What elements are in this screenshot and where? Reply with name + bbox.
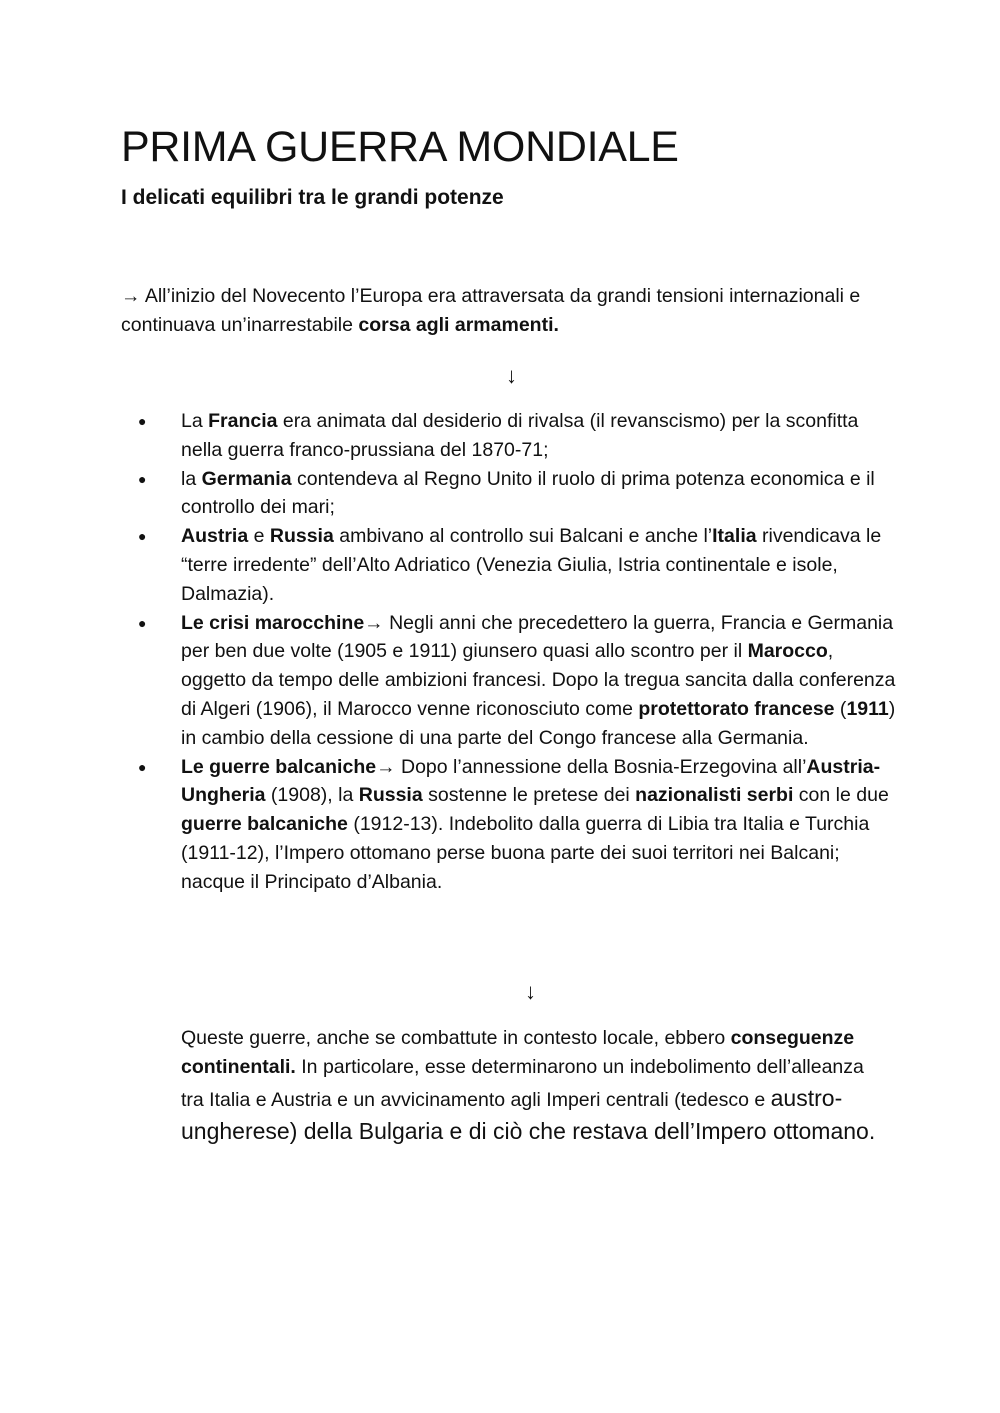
list-item-text: , oggetto da tempo delle ambizioni francesi. Dopo la tregua sancita dalla conferenza di Algeri (1906), il Marocco venne riconosciuto come (181, 640, 896, 720)
list-item-text: la (181, 467, 202, 490)
page-subtitle: I delicati equilibri tra le grandi potenze (121, 186, 504, 209)
list-item-bold: Austria (181, 525, 249, 548)
conclusion-paragraph (181, 1024, 881, 1148)
list-item-bold: guerre balcaniche (181, 813, 348, 836)
list-item-bold: Francia (208, 410, 278, 432)
list-item-bold: protettorato francese (638, 697, 835, 720)
intro-bold: corsa agli armamenti. (358, 314, 559, 336)
list-item-text: e (248, 525, 270, 548)
list-item-bold: Russia (269, 525, 334, 548)
list-item-text: contendeva al Regno Unito il ruolo di prima potenza economica e il controllo dei mari; (181, 467, 875, 519)
list-item-guerre-balcaniche (138, 753, 901, 897)
conclusion-text-large: austro-ungherese) della Bulgaria e di ciò che restava dell’Impero ottomano. (181, 1085, 876, 1144)
bullet-list (138, 407, 901, 897)
list-item-crisi-marocchine (138, 609, 901, 753)
list-item-bold: Germania (201, 467, 292, 490)
bullet-dot-icon: ● (138, 758, 147, 775)
conclusion-bold: conseguenze continentali. (181, 1027, 855, 1078)
down-arrow-icon: ↓ (525, 979, 536, 1004)
list-item-text: ) in cambio della cessione di una parte del Congo francese alla Germania. (181, 697, 896, 749)
down-arrow-icon: ↓ (506, 363, 517, 388)
list-item-bold: Le guerre balcaniche (181, 755, 377, 778)
conclusion-text: Queste guerre, anche se combattute in contesto locale, ebbero (181, 1027, 731, 1049)
list-item-text: → Dopo l’annessione della Bosnia-Erzegovina all’ (376, 755, 807, 778)
list-item-text: La (181, 410, 209, 432)
list-item-text: ambivano al controllo sui Balcani e anche l’ (333, 525, 713, 548)
list-item-bold: Russia (358, 784, 423, 807)
list-item-text: (1908), la (265, 784, 359, 807)
list-item-text: rivendicava le “terre irredente” dell’Alto Adriatico (Venezia Giulia, Istria continentale e isole, Dalmazia). (181, 525, 882, 605)
list-item-bold: nazionalisti serbi (635, 784, 794, 807)
list-item-bold: Austria-Ungheria (181, 755, 881, 807)
list-item-text: era animata dal desiderio di rivalsa (il revanscismo) per la sconfitta nella guerra franco-prussiana del 1870-71; (181, 410, 859, 461)
list-item-text: ( (834, 697, 847, 720)
list-item-text: → Negli anni che precedettero la guerra, Francia e Germania per ben due volte (1905 e 1911) giunsero quasi allo scontro per il (181, 611, 894, 663)
bullet-dot-icon: ● (138, 528, 147, 545)
list-item-text: con le due (793, 784, 889, 807)
list-item-bold: Italia (712, 525, 757, 548)
intro-paragraph (121, 282, 861, 340)
list-item-text: (1912-13). Indebolito dalla guerra di Libia tra Italia e Turchia (1911-12), l’Impero ottomano perse buona parte dei suoi territori nei Balcani; nacque il Principato d’Albania. (181, 813, 870, 893)
conclusion-text: In particolare, esse determinarono un indebolimento dell’alleanza tra Italia e Austria e un avvicinamento agli Imperi centrali (tedesco e (181, 1056, 864, 1111)
list-item-text: sostenne le pretese dei (422, 784, 636, 807)
list-item-francia (138, 407, 901, 465)
list-item-germania (138, 465, 901, 523)
list-item-bold: Marocco (747, 640, 828, 663)
bullet-dot-icon: ● (138, 470, 147, 487)
list-item-bold: 1911 (846, 697, 889, 720)
page-title: PRIMA GUERRA MONDIALE (121, 123, 679, 171)
intro-text: → All’inizio del Novecento l’Europa era attraversata da grandi tensioni internazionali e continuava un’inarrestabile (121, 285, 861, 336)
list-item-bold: Le crisi marocchine (181, 611, 365, 634)
bullet-dot-icon: ● (138, 413, 147, 429)
list-item-austria-russia (138, 522, 901, 608)
bullet-dot-icon: ● (138, 614, 147, 631)
